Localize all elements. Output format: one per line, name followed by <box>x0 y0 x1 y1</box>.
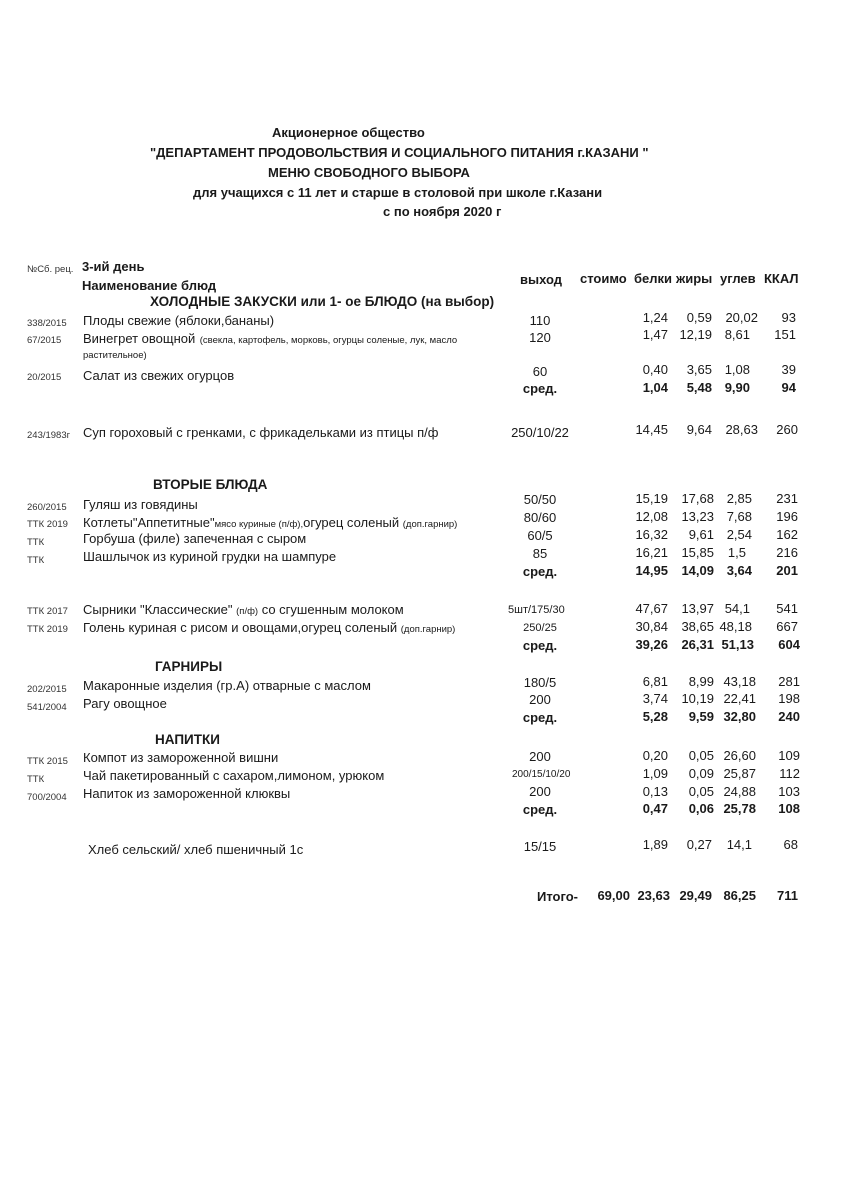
dish-output: 110 <box>529 313 551 328</box>
fat: 12,19 <box>679 327 712 342</box>
fat: 3,65 <box>686 362 712 377</box>
carbs: 43,18 <box>723 674 756 689</box>
kcal: 151 <box>774 327 796 342</box>
col-fat-header: жиры <box>676 271 713 286</box>
col-carbs-header: углев <box>720 271 756 286</box>
avg-fat: 14,09 <box>681 563 714 578</box>
carbs: 2,85 <box>726 491 752 506</box>
carbs: 7,68 <box>726 509 752 524</box>
protein: 1,47 <box>642 327 668 342</box>
avg-carbs: 51,13 <box>721 637 754 652</box>
avg-label: сред. <box>522 638 558 653</box>
recipe-code: 20/2015 <box>27 372 62 383</box>
kcal: 541 <box>776 601 798 616</box>
avg-fat: 5,48 <box>686 380 712 395</box>
dish-name: Котлеты"Аппетитные" <box>83 515 215 530</box>
carbs: 28,63 <box>725 422 758 437</box>
dish-output: 15/15 <box>523 839 557 854</box>
col-name-header: Наименование блюд <box>82 278 217 293</box>
protein: 16,21 <box>635 545 668 560</box>
fat: 0,05 <box>688 784 714 799</box>
avg-protein: 1,04 <box>642 380 668 395</box>
fat: 10,19 <box>681 691 714 706</box>
protein: 15,19 <box>635 491 668 506</box>
fat: 9,64 <box>686 422 712 437</box>
dish-output: 180/5 <box>523 675 557 690</box>
carbs: 24,88 <box>723 784 756 799</box>
avg-fat: 26,31 <box>681 637 714 652</box>
recipe-code: ТТК 2019 <box>27 624 68 635</box>
dish-name-tail: со сгушенным молоком <box>258 602 404 617</box>
fat: 17,68 <box>681 491 714 506</box>
dish-name: Напиток из замороженной клюквы <box>83 786 291 801</box>
col-kcal-header: ККАЛ <box>764 271 799 286</box>
avg-fat: 9,59 <box>688 709 714 724</box>
dish-name: Макаронные изделия (гр.А) отварные с маслом <box>83 678 371 693</box>
fat: 0,59 <box>686 310 712 325</box>
avg-carbs: 25,78 <box>723 801 756 816</box>
dish-output: 250/25 <box>523 622 557 634</box>
dish-name: Горбуша (филе) запеченная с сыром <box>83 531 307 546</box>
protein: 0,13 <box>642 784 668 799</box>
dish-output: 120 <box>529 330 551 345</box>
col-cost-header: стоимо <box>580 271 627 286</box>
total-fat: 29,49 <box>679 888 712 903</box>
fat: 0,09 <box>688 766 714 781</box>
protein: 12,08 <box>635 509 668 524</box>
dish-name: Салат из свежих огурцов <box>83 368 235 383</box>
recipe-code: ТТК 2015 <box>27 756 68 767</box>
carbs: 1,08 <box>724 362 750 377</box>
avg-carbs: 32,80 <box>723 709 756 724</box>
carbs: 14,1 <box>726 837 752 852</box>
carbs: 22,41 <box>723 691 756 706</box>
recipe-code: ТТК 2019 <box>27 519 68 530</box>
dish-note: (п/ф) <box>236 606 259 617</box>
protein: 0,20 <box>642 748 668 763</box>
avg-protein: 5,28 <box>642 709 668 724</box>
carbs: 20,02 <box>725 310 758 325</box>
carbs: 25,87 <box>723 766 756 781</box>
avg-kcal: 604 <box>778 637 800 652</box>
fat: 15,85 <box>681 545 714 560</box>
carbs: 54,1 <box>724 601 750 616</box>
avg-fat: 0,06 <box>688 801 714 816</box>
dish-name: Плоды свежие (яблоки,бананы) <box>83 313 275 328</box>
fat: 38,65 <box>681 619 714 634</box>
carbs: 1,5 <box>727 545 746 560</box>
kcal: 93 <box>781 310 796 325</box>
col-output-header: выход <box>520 272 563 287</box>
dish-note-tail: (доп.гарнир) <box>402 519 458 530</box>
kcal: 112 <box>779 766 800 781</box>
avg-label: сред. <box>522 381 558 396</box>
recipe-code: 338/2015 <box>27 318 67 329</box>
dish-note: (доп.гарнир) <box>400 624 456 635</box>
recipe-code: 260/2015 <box>27 502 67 513</box>
recipe-code: ТТК <box>27 555 45 566</box>
recipe-code: 67/2015 <box>27 335 62 346</box>
protein: 30,84 <box>635 619 668 634</box>
day-label: 3-ий день <box>82 259 145 274</box>
dish-name-wrap <box>83 601 404 619</box>
total-label: Итого- <box>537 889 578 904</box>
recipe-code: ТТК <box>27 537 45 548</box>
recipe-code: ТТК 2017 <box>27 606 68 617</box>
protein: 1,09 <box>642 766 668 781</box>
protein: 6,81 <box>642 674 668 689</box>
total-carbs: 86,25 <box>723 888 756 903</box>
kcal: 68 <box>783 837 798 852</box>
avg-carbs: 9,90 <box>724 380 750 395</box>
recipe-code: 202/2015 <box>27 684 67 695</box>
fat: 8,99 <box>688 674 714 689</box>
kcal: 103 <box>778 784 800 799</box>
dish-name: Хлеб сельский/ хлеб пшеничный 1с <box>88 842 304 857</box>
dish-name: Компот из замороженной вишни <box>83 750 279 765</box>
menu-audience: для учащихся с 11 лет и старше в столовой при школе г.Казани <box>193 185 603 200</box>
recipe-code: 243/1983г <box>27 430 71 441</box>
kcal: 260 <box>776 422 798 437</box>
avg-carbs: 3,64 <box>726 563 752 578</box>
dish-output: 80/60 <box>523 510 557 525</box>
avg-kcal: 108 <box>778 801 800 816</box>
section-title-drinks: НАПИТКИ <box>155 732 220 747</box>
section-title-second: ВТОРЫЕ БЛЮДА <box>153 477 268 492</box>
dish-note: мясо куриные (п/ф), <box>214 519 304 530</box>
kcal: 667 <box>776 619 798 634</box>
fat: 13,97 <box>681 601 714 616</box>
avg-protein: 39,26 <box>635 637 668 652</box>
carbs: 2,54 <box>726 527 752 542</box>
total-kcal: 711 <box>777 888 798 903</box>
dish-name: Сырники "Классические" <box>83 602 237 617</box>
dish-note: (свекла, картофель, морковь, огурцы соленые, лук, масло <box>199 335 458 346</box>
recipe-code: 700/2004 <box>27 792 67 803</box>
avg-protein: 14,95 <box>635 563 668 578</box>
section-title-garnish: ГАРНИРЫ <box>155 659 223 674</box>
protein: 16,32 <box>635 527 668 542</box>
protein: 3,74 <box>642 691 668 706</box>
dish-output: 200 <box>529 784 551 799</box>
org-type: Акционерное общество <box>272 125 425 140</box>
kcal: 198 <box>778 691 800 706</box>
total-cost: 69,00 <box>597 888 630 903</box>
dish-name: Чай пакетированный с сахаром,лимоном, урюком <box>83 768 385 783</box>
avg-kcal: 240 <box>778 709 800 724</box>
col-code-header: №Сб. рец. <box>27 264 74 275</box>
menu-period: с по ноября 2020 г <box>383 204 502 219</box>
protein: 0,40 <box>642 362 668 377</box>
carbs: 48,18 <box>719 619 752 634</box>
dish-output: 85 <box>532 546 548 561</box>
dish-name: Гуляш из говядины <box>83 497 198 512</box>
fat: 0,05 <box>688 748 714 763</box>
fat: 9,61 <box>688 527 714 542</box>
recipe-code: ТТК <box>27 774 45 785</box>
dish-name-wrap <box>83 619 455 637</box>
dish-name-tail: огурец соленый <box>303 515 403 530</box>
protein: 1,24 <box>642 310 668 325</box>
dish-output: 5шт/175/30 <box>508 604 565 616</box>
dish-output: 250/10/22 <box>511 425 569 440</box>
avg-label: сред. <box>522 564 558 579</box>
dish-name: Рагу овощное <box>83 696 167 711</box>
avg-label: сред. <box>522 802 558 817</box>
dish-output: 200 <box>529 749 551 764</box>
protein: 47,67 <box>635 601 668 616</box>
protein: 14,45 <box>635 422 668 437</box>
dish-note-cont: растительное) <box>83 350 147 361</box>
kcal: 216 <box>776 545 798 560</box>
avg-label: сред. <box>522 710 558 725</box>
carbs: 26,60 <box>723 748 756 763</box>
dish-name-wrap <box>83 514 457 532</box>
fat: 0,27 <box>686 837 712 852</box>
dish-output: 60 <box>532 364 548 379</box>
avg-kcal: 201 <box>776 563 798 578</box>
dish-output: 60/5 <box>527 528 553 543</box>
dish-name: Суп гороховый с гренками, с фрикадельками из птицы п/ф <box>83 425 439 440</box>
dish-name: Шашлычок из куриной грудки на шампуре <box>83 549 337 564</box>
dish-name: Голень куриная с рисом и овощами,огурец соленый <box>83 620 401 635</box>
kcal: 109 <box>778 748 800 763</box>
avg-protein: 0,47 <box>642 801 668 816</box>
dish-output: 50/50 <box>523 492 557 507</box>
fat: 13,23 <box>681 509 714 524</box>
avg-kcal: 94 <box>781 380 796 395</box>
recipe-code: 541/2004 <box>27 702 67 713</box>
carbs: 8,61 <box>724 327 750 342</box>
total-protein: 23,63 <box>637 888 670 903</box>
dish-output: 200/15/10/20 <box>512 769 571 780</box>
kcal: 162 <box>776 527 798 542</box>
menu-title: МЕНЮ СВОБОДНОГО ВЫБОРА <box>268 165 470 180</box>
kcal: 196 <box>776 509 798 524</box>
dish-name-wrap <box>83 330 457 348</box>
col-protein-header: белки <box>634 271 673 286</box>
kcal: 281 <box>778 674 800 689</box>
dish-name: Винегрет овощной <box>83 331 196 346</box>
kcal: 231 <box>776 491 798 506</box>
kcal: 39 <box>781 362 796 377</box>
org-name: "ДЕПАРТАМЕНТ ПРОДОВОЛЬСТВИЯ И СОЦИАЛЬНОГО ПИТАНИЯ г.КАЗАНИ " <box>150 145 649 160</box>
dish-output: 200 <box>529 692 551 707</box>
section-title-cold: ХОЛОДНЫЕ ЗАКУСКИ или 1- ое БЛЮДО (на выбор) <box>150 294 495 309</box>
protein: 1,89 <box>642 837 668 852</box>
